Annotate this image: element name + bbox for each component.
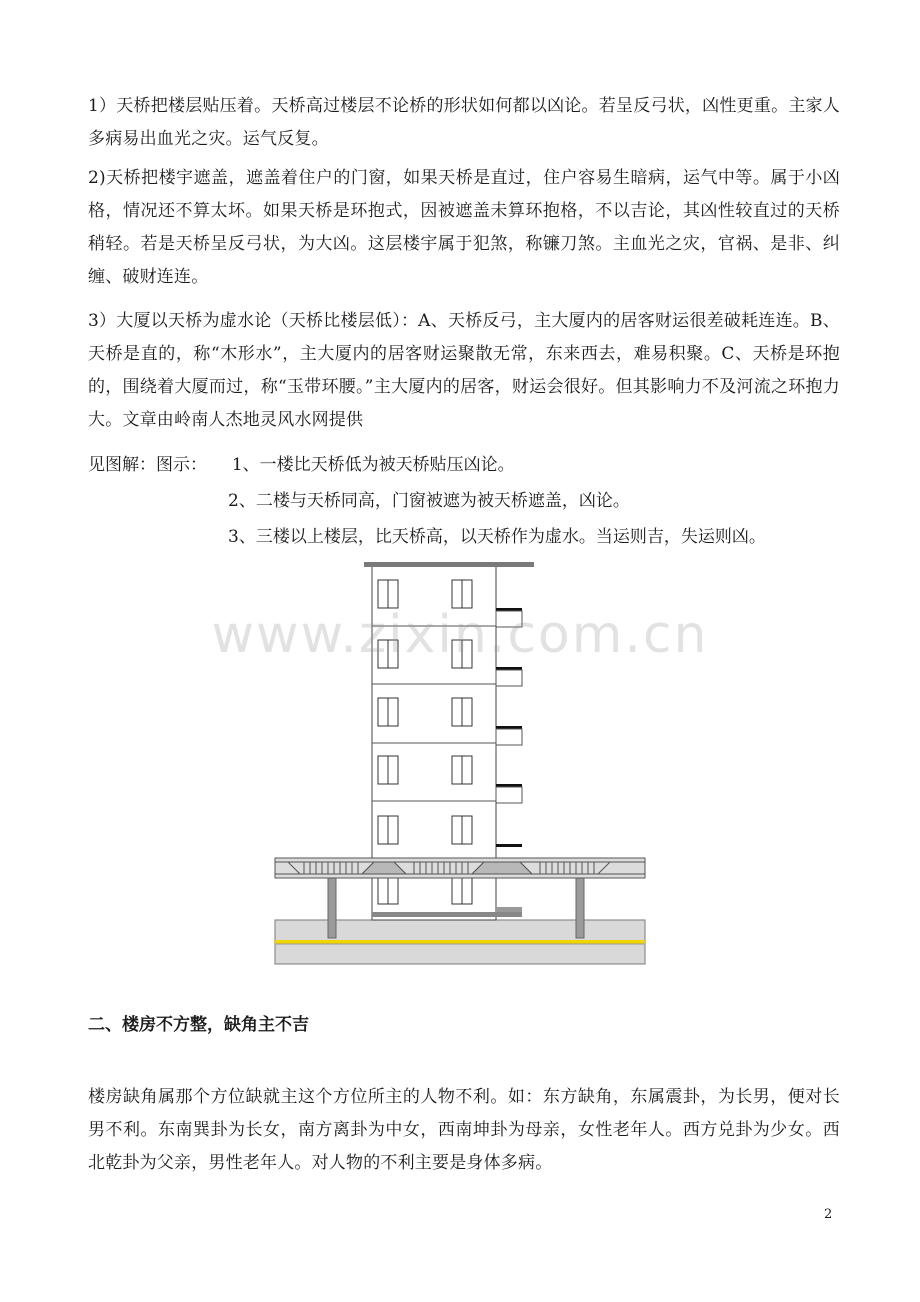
figure-legend-prefix: 见图解：图示： xyxy=(88,455,207,475)
section-body: 楼房缺角属那个方位缺就主这个方位所主的人物不利。如：东方缺角，东属震卦，为长男，便对长男不利。东南巽卦为长女，南方离卦为中女，西南坤卦为母亲，女性老年人。西方兑卦为少女。西北乾卦为父亲，男性老年人。对人物的不利主要是身体多病。 xyxy=(88,1087,840,1173)
paragraph-2: 2)天桥把楼宇遮盖，遮盖着住户的门窗，如果天桥是直过，住户容易生暗病，运气中等。属于小凶格，情况还不算太坏。如果天桥是环抱式，因被遮盖未算环抱格，不以吉论，其凶性较直过的天桥稍轻。若是天桥呈反弓状，为大凶。这层楼宇属于犯煞，称镰刀煞。主血光之灾，官祸、是非、纠缠、破财连连。 xyxy=(88,168,840,287)
figure-legend-item-3: 3、三楼以上楼层，比天桥高，以天桥作为虚水。当运则吉，失运则凶。 xyxy=(228,527,766,547)
page-number: 2 xyxy=(824,1207,833,1222)
watermark: www.zixin.com.cn xyxy=(211,605,709,665)
paragraph-3: 3）大厦以天桥为虚水论（天桥比楼层低）：A、天桥反弓，主大厦内的居客财运很差破耗连连。B、天桥是直的，称“木形水”，主大厦内的居客财运聚散无常，东来西去，难易积聚。C、天桥是环抱的，围绕着大厦而过，称“玉带环腰。”主大厦内的居客，财运会很好。但其影响力不及河流之环抱力大。文章由岭南人杰地灵风水网提供 xyxy=(88,311,840,430)
figure-legend-item-2: 2、二楼与天桥同高，门窗被遮为被天桥遮盖，凶论。 xyxy=(228,491,630,511)
section-heading: 二、楼房不方整，缺角主不吉 xyxy=(88,1015,309,1035)
paragraph-1: 1）天桥把楼层贴压着。天桥高过楼层不论桥的形状如何都以凶论。若呈反弓状，凶性更重。主家人多病易出血光之灾。运气反复。 xyxy=(88,96,840,149)
balconies xyxy=(496,608,522,847)
figure-legend-item-1: 1、一楼比天桥低为被天桥贴压凶论。 xyxy=(231,455,515,475)
figure-legend xyxy=(88,449,515,482)
building-overpass-diagram xyxy=(274,560,646,966)
